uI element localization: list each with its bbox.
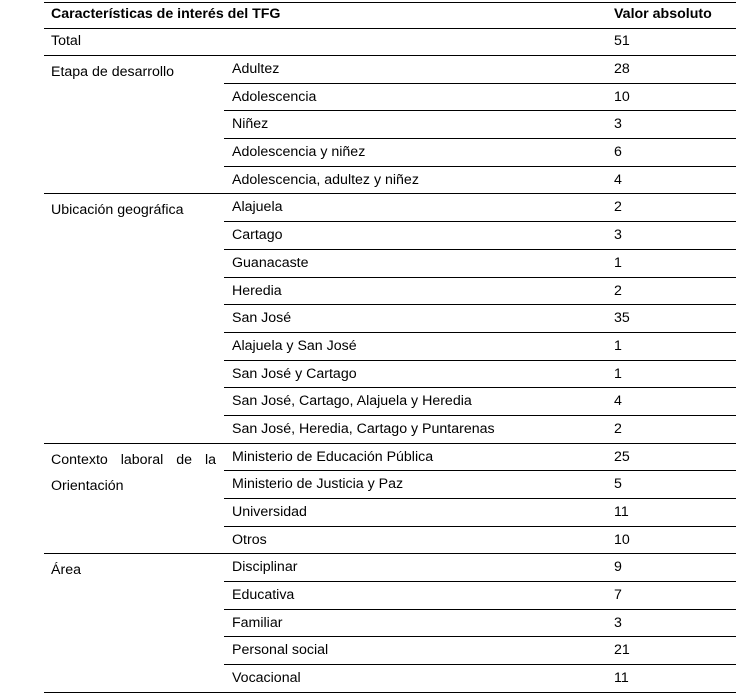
- table-body: [44, 56, 736, 693]
- row-value: 9: [614, 559, 622, 576]
- row-label: Alajuela y San José: [232, 337, 357, 354]
- row-label: San José y Cartago: [232, 365, 357, 382]
- characteristics-table: [44, 2, 736, 693]
- group-label: Ubicación geográfica: [51, 202, 184, 219]
- row-value: 7: [614, 587, 622, 604]
- row-value: 4: [614, 171, 622, 188]
- row-label: Alajuela: [232, 199, 283, 216]
- table-row: [224, 111, 736, 139]
- total-row: [44, 29, 736, 56]
- row-value: 10: [614, 88, 630, 105]
- group-label: Contexto laboral de la Orientación: [51, 451, 216, 495]
- row-label: Personal social: [232, 642, 329, 659]
- total-label: Total: [51, 33, 81, 49]
- row-label: Adolescencia: [232, 88, 317, 105]
- table-row: [224, 527, 736, 554]
- table-row: [224, 582, 736, 610]
- table-row: [224, 222, 736, 250]
- row-value: 25: [614, 448, 630, 465]
- row-label: San José, Cartago, Alajuela y Heredia: [232, 393, 472, 410]
- row-value: 28: [614, 61, 630, 77]
- row-value: 6: [614, 144, 622, 161]
- row-label: San José, Heredia, Cartago y Puntarenas: [232, 420, 495, 437]
- table-row: [224, 139, 736, 167]
- row-label: Universidad: [232, 504, 307, 520]
- row-label: Niñez: [232, 116, 269, 133]
- row-label: Adultez: [232, 61, 280, 77]
- total-value: 51: [614, 33, 630, 49]
- row-value: 1: [614, 254, 622, 271]
- row-value: 11: [614, 670, 629, 687]
- row-value: 4: [614, 393, 622, 410]
- row-label: Familiar: [232, 614, 283, 631]
- row-label: Ministerio de Justicia y Paz: [232, 476, 404, 493]
- row-label: Adolescencia y niñez: [232, 144, 366, 161]
- row-label: Disciplinar: [232, 559, 298, 576]
- row-value: 3: [614, 227, 622, 244]
- table-group: [44, 444, 736, 555]
- row-value: 21: [614, 642, 630, 659]
- table-row: [224, 416, 736, 443]
- row-label: Otros: [232, 531, 267, 548]
- table-row: [224, 305, 736, 333]
- table-row: [224, 610, 736, 638]
- table-row: [224, 499, 736, 527]
- row-label: Ministerio de Educación Pública: [232, 448, 434, 465]
- row-value: 3: [614, 116, 622, 133]
- row-value: 1: [614, 365, 622, 382]
- row-label: Cartago: [232, 227, 283, 244]
- table-row: [224, 167, 736, 194]
- table-group: [44, 56, 736, 194]
- table-group: [44, 194, 736, 443]
- table-row: [224, 194, 736, 222]
- row-value: 2: [614, 420, 622, 437]
- row-value: 35: [614, 310, 630, 327]
- header-absolute-value: Valor absoluto: [614, 6, 712, 22]
- row-label: San José: [232, 310, 292, 327]
- row-value: 10: [614, 531, 630, 548]
- row-value: 2: [614, 282, 622, 299]
- table-row: [224, 278, 736, 306]
- table-group: [44, 554, 736, 692]
- table-row: [224, 333, 736, 361]
- group-label: Etapa de desarrollo: [51, 64, 175, 80]
- table-row: [224, 554, 736, 582]
- group-label: Área: [51, 562, 81, 579]
- table-row: [224, 84, 736, 112]
- row-label: Heredia: [232, 282, 282, 299]
- table-row: [224, 471, 736, 499]
- row-label: Vocacional: [232, 670, 301, 687]
- row-value: 11: [614, 504, 629, 520]
- row-label: Educativa: [232, 587, 295, 604]
- row-value: 1: [614, 337, 622, 354]
- row-label: Guanacaste: [232, 254, 309, 271]
- row-label: Adolescencia, adultez y niñez: [232, 171, 419, 188]
- table-row: [224, 250, 736, 278]
- table-header: [44, 2, 736, 29]
- table-row: [224, 665, 736, 692]
- row-value: 2: [614, 199, 622, 216]
- table-row: [224, 361, 736, 389]
- table-row: [224, 637, 736, 665]
- row-value: 5: [614, 476, 622, 493]
- table-row: [224, 56, 736, 84]
- header-characteristics: Características de interés del TFG: [51, 6, 281, 22]
- row-value: 3: [614, 614, 622, 631]
- table-row: [224, 388, 736, 416]
- table-row: [224, 444, 736, 472]
